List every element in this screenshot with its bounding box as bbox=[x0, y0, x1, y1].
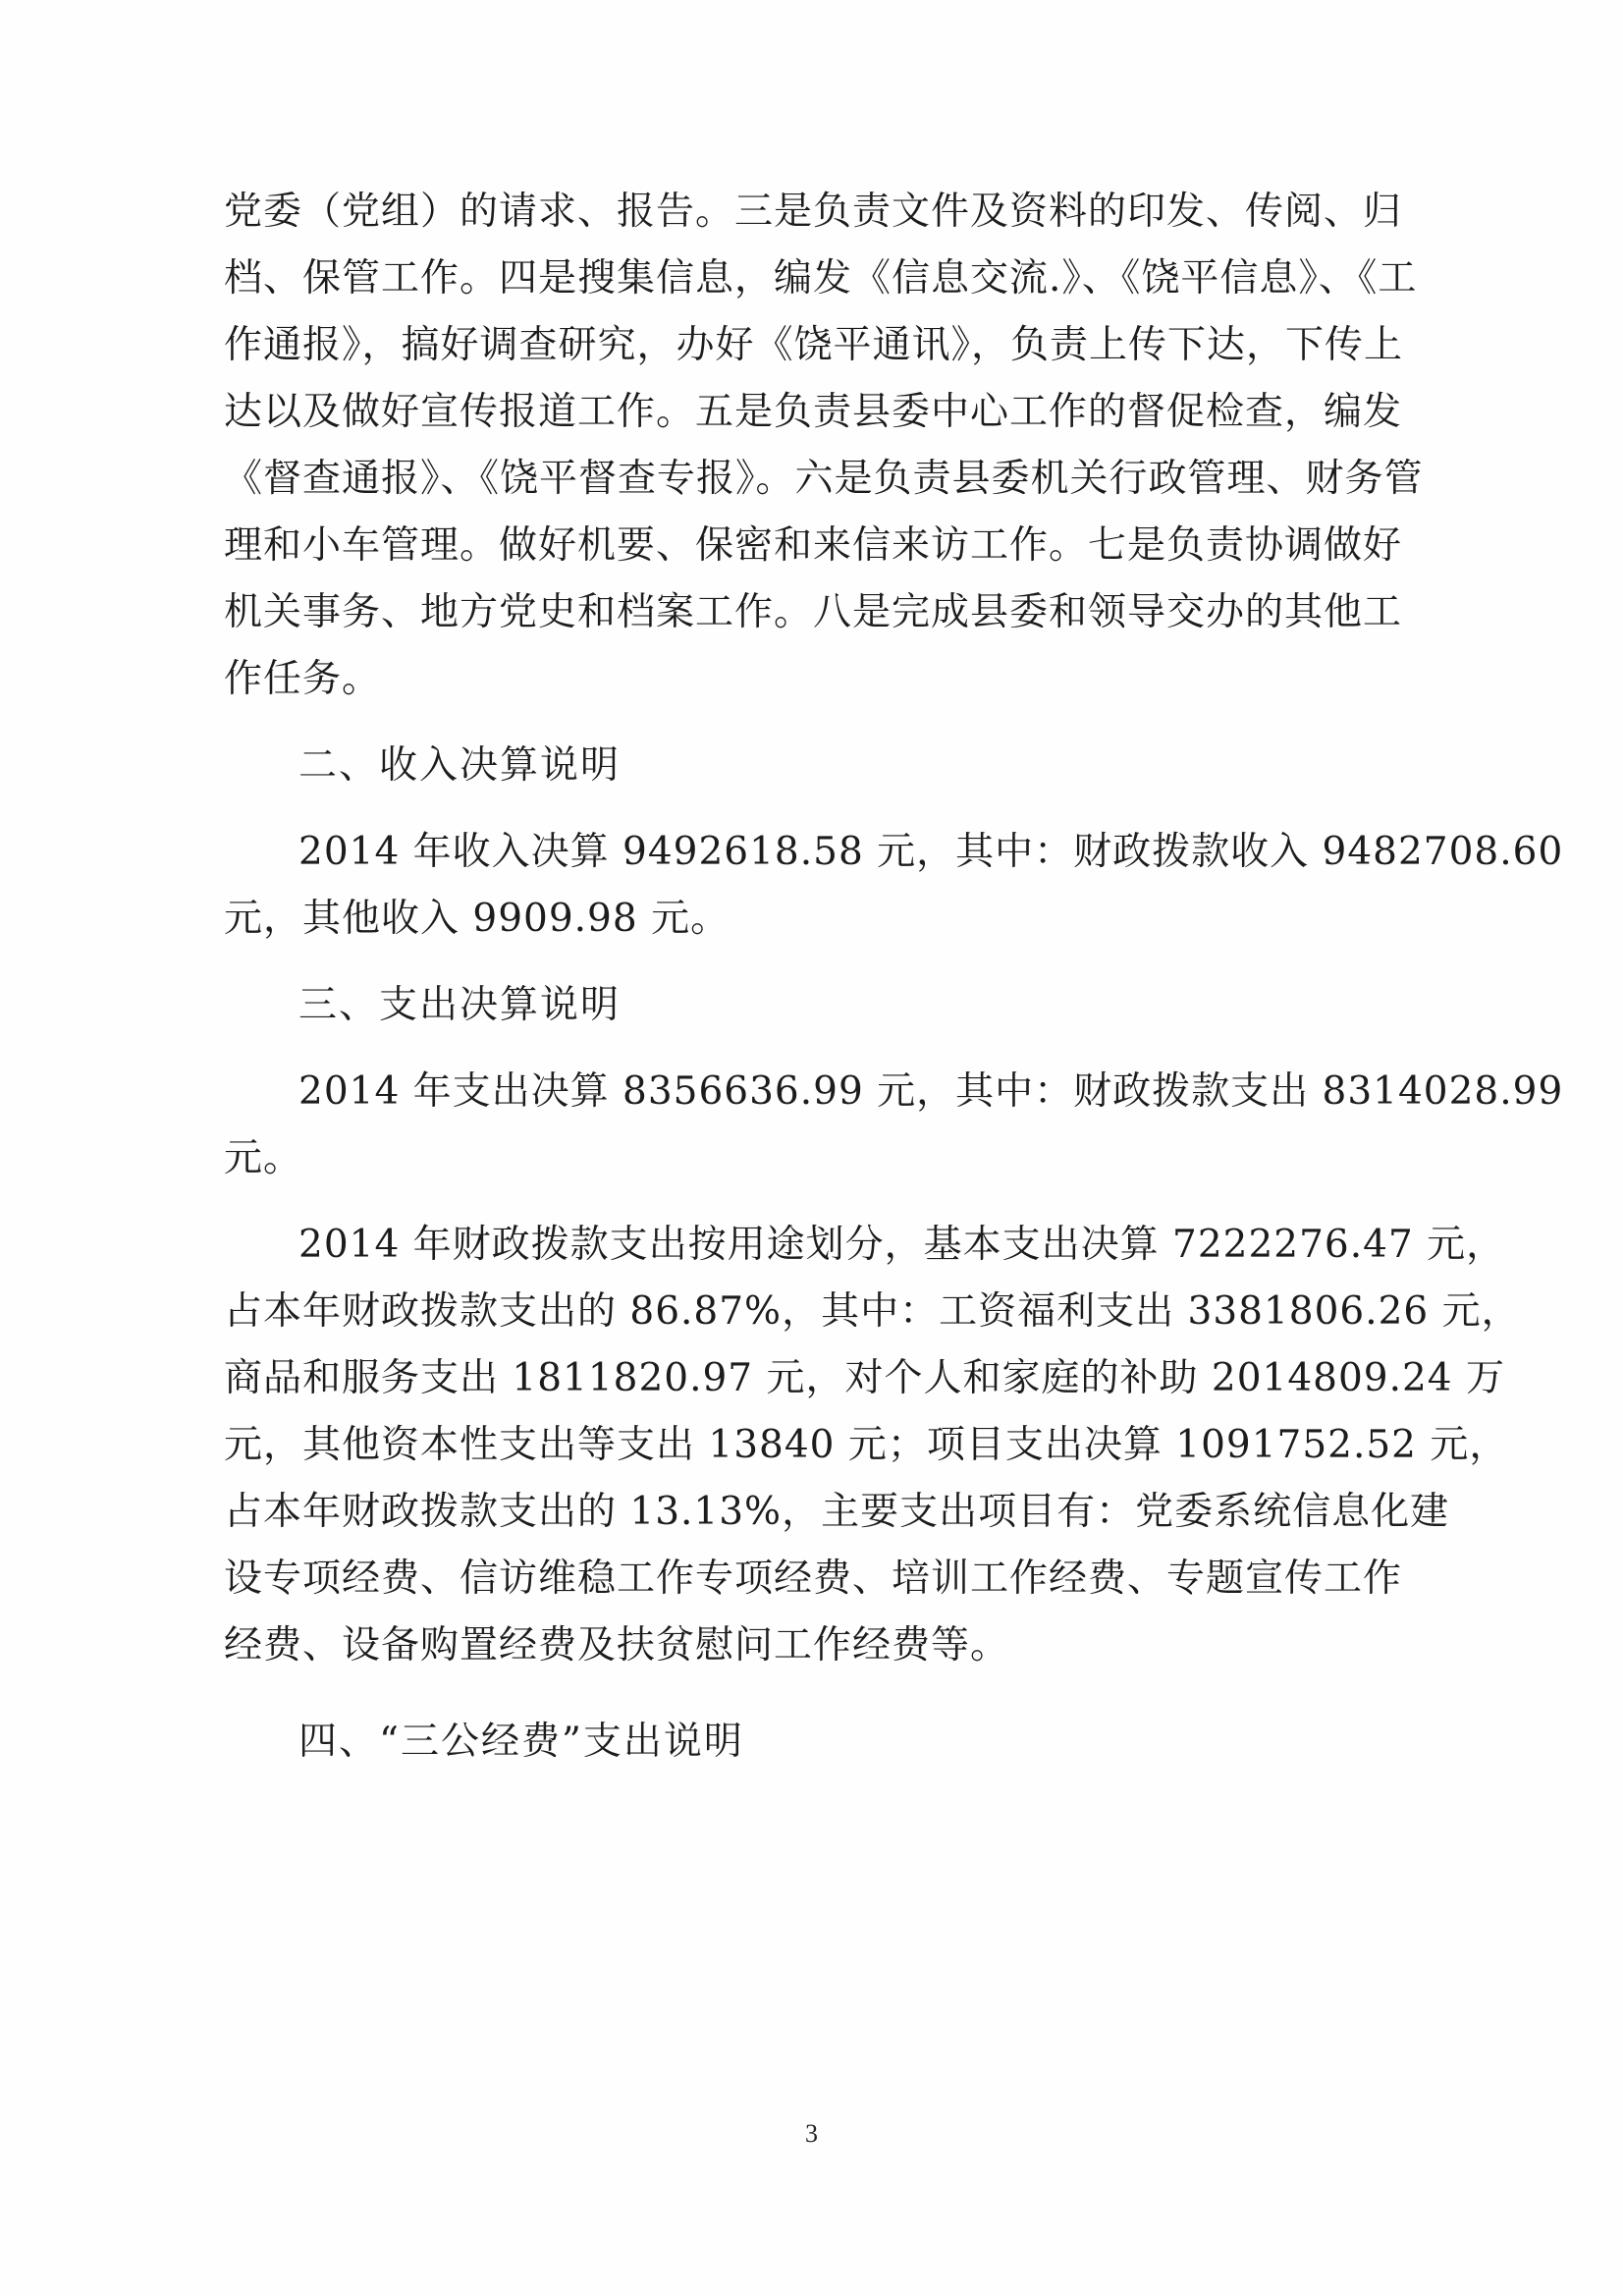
section-heading-three-public-expenses: 四、“三公经费”支出说明 bbox=[298, 1720, 744, 1764]
text-line: 达以及做好宣传报道工作。五是负责县委中心工作的督促检查，编发 bbox=[224, 390, 1403, 434]
text-line: 作任务。 bbox=[224, 657, 382, 701]
text-line: 元，其他资本性支出等支出 13840 元；项目支出决算 1091752.52 元， bbox=[224, 1423, 1509, 1467]
section-heading-expenditure: 三、支出决算说明 bbox=[298, 983, 622, 1027]
text-line: 2014 年收入决算 9492618.58 元，其中：财政拨款收入 9482708.60 bbox=[298, 830, 1564, 874]
section-heading-income: 二、收入决算说明 bbox=[298, 743, 622, 788]
text-line: 占本年财政拨款支出的 86.87%，其中：工资福利支出 3381806.26 元， bbox=[224, 1289, 1521, 1334]
text-line: 设专项经费、信访维稳工作专项经费、培训工作经费、专题宣传工作 bbox=[224, 1557, 1403, 1601]
text-line: 党委（党组）的请求、报告。三是负责文件及资料的印发、传阅、归 bbox=[224, 190, 1403, 234]
text-line: 理和小车管理。做好机要、保密和来信来访工作。七是负责协调做好 bbox=[224, 523, 1403, 568]
text-line: 《督查通报》、《饶平督查专报》。六是负责县委机关行政管理、财务管 bbox=[224, 457, 1424, 501]
text-line: 档、保管工作。四是搜集信息，编发《信息交流.》、《饶平信息》、《工 bbox=[224, 256, 1418, 301]
expenditure-detail-paragraph bbox=[224, 1212, 1521, 1679]
text-line: 商品和服务支出 1811820.97 元，对个人和家庭的补助 2014809.24 万 bbox=[224, 1356, 1506, 1400]
text-line: 2014 年支出决算 8356636.99 元，其中：财政拨款支出 8314028.99 bbox=[298, 1069, 1564, 1114]
text-line: 2014 年财政拨款支出按用途划分，基本支出决算 7222276.47 元， bbox=[298, 1223, 1506, 1267]
continuation-paragraph bbox=[224, 179, 1424, 713]
document-body bbox=[224, 179, 1564, 1776]
text-line: 占本年财政拨款支出的 13.13%，主要支出项目有：党委系统信息化建 bbox=[224, 1490, 1450, 1534]
page-number: 3 bbox=[805, 2119, 818, 2148]
income-paragraph bbox=[224, 819, 1564, 953]
expenditure-total-paragraph bbox=[224, 1059, 1564, 1192]
text-line: 元，其他收入 9909.98 元。 bbox=[224, 897, 730, 941]
text-line: 作通报》，搞好调查研究，办好《饶平通讯》，负责上传下达，下传上 bbox=[224, 323, 1404, 367]
text-line: 机关事务、地方党史和档案工作。八是完成县委和领导交办的其他工 bbox=[224, 590, 1403, 634]
text-line: 经费、设备购置经费及扶贫慰问工作经费等。 bbox=[224, 1623, 1010, 1667]
text-line: 元。 bbox=[224, 1136, 303, 1180]
